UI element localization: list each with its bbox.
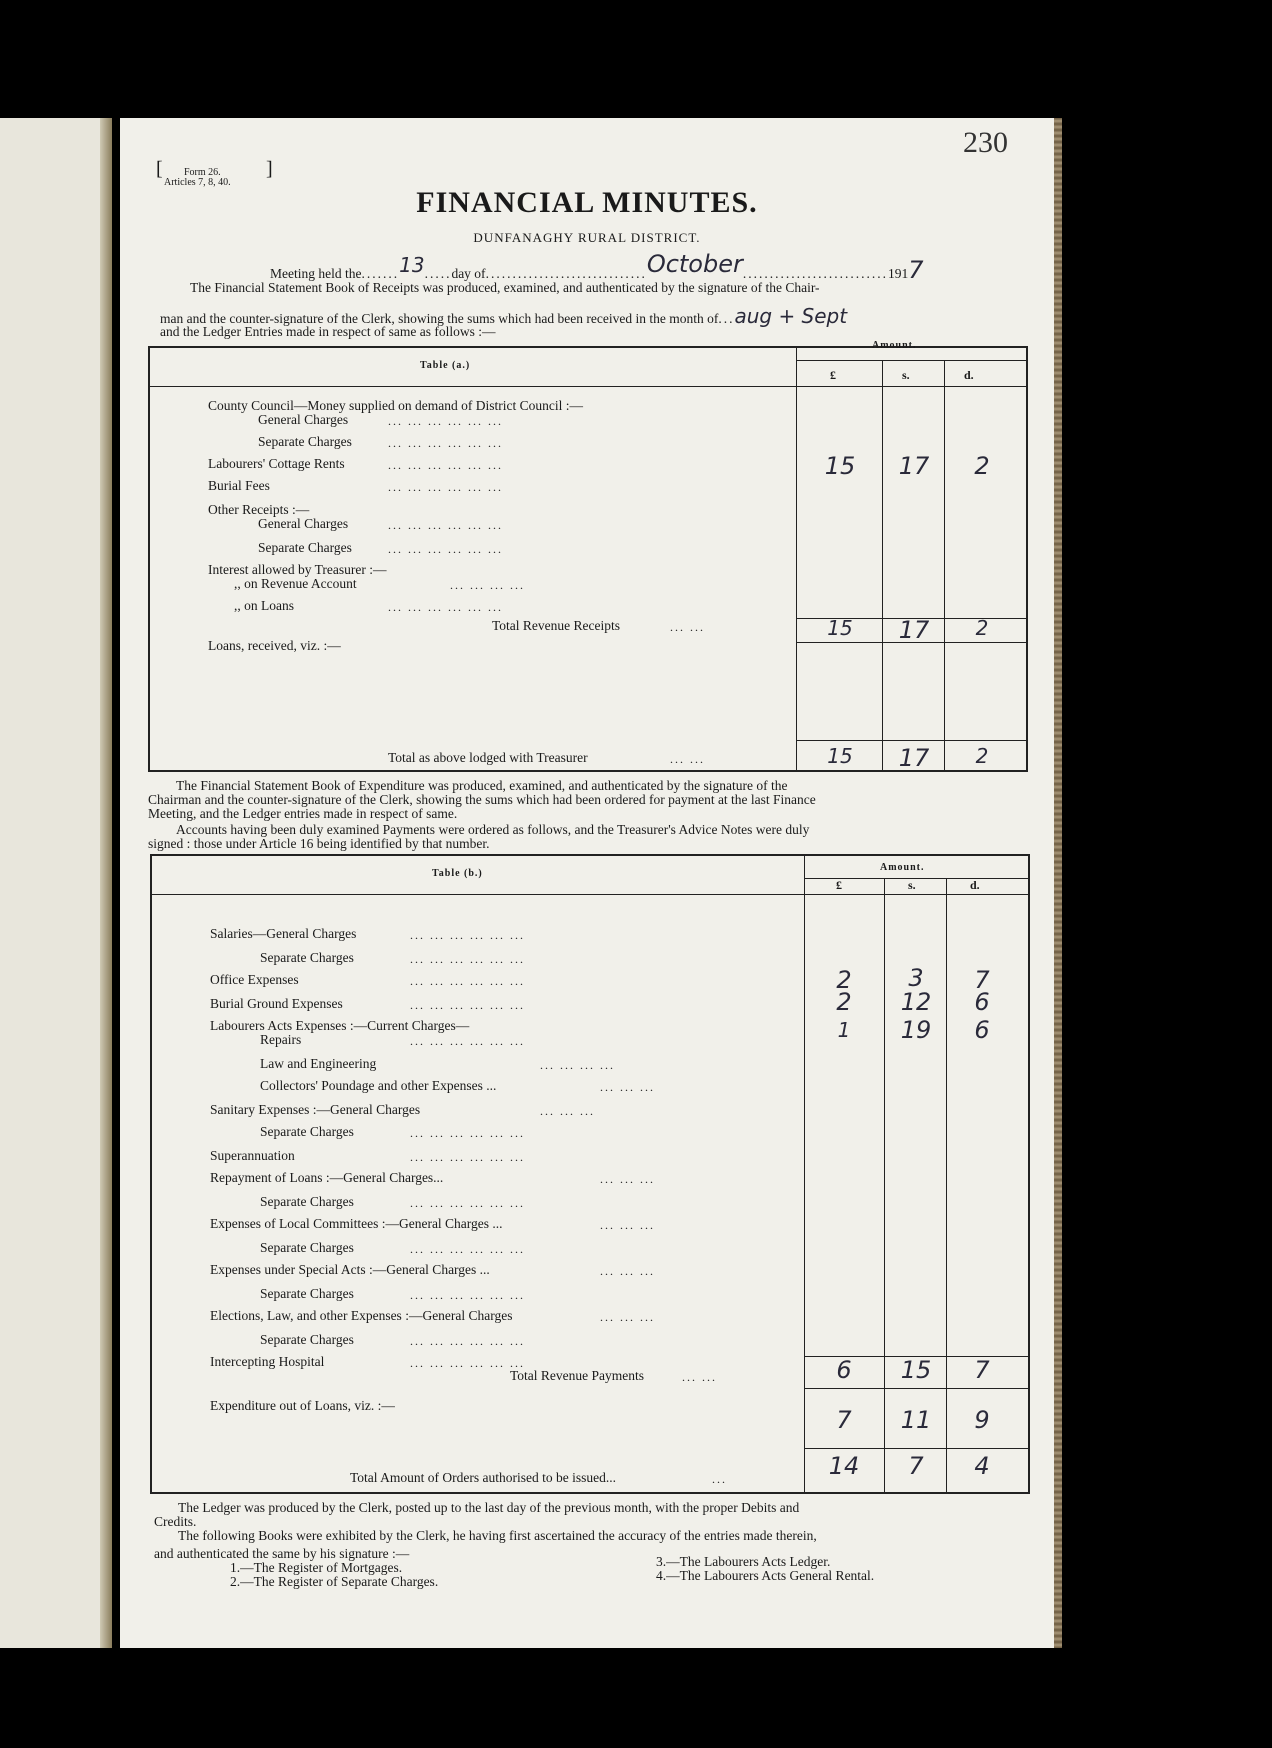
table-b-row: Separate Charges	[260, 1194, 354, 1209]
total-lodged-pounds: 15	[827, 744, 853, 768]
facing-page	[0, 118, 112, 1648]
closing-line1: The Ledger was produced by the Clerk, posted up to the last day of the previous month, with the proper Debits and	[178, 1500, 800, 1515]
table-b-row: Elections, Law, and other Expenses :—General Charges	[210, 1308, 513, 1323]
table-a-col-shillings: s.	[902, 368, 910, 382]
cottage-rents-shillings: 17	[898, 452, 930, 480]
expenditure-intro-line4: Accounts having been duly examined Payments were ordered as follows, and the Treasurer's Advice Notes were duly	[176, 822, 810, 837]
receipts-intro-line3: and the Ledger Entries made in respect of same as follows :—	[160, 324, 496, 339]
table-a-row: Burial Fees	[208, 478, 270, 493]
book-item: 4.—The Labourers Acts General Rental.	[656, 1568, 875, 1583]
total-revenue-receipts-pence: 2	[975, 616, 989, 640]
expenditure-intro-line3: Meeting, and the Ledger entries made in respect of same.	[148, 806, 458, 821]
table-b-row: Salaries—General Charges	[210, 926, 357, 941]
book-item: 3.—The Labourers Acts Ledger.	[656, 1554, 831, 1569]
table-a-row: Other Receipts :—	[208, 502, 310, 517]
total-orders-label: Total Amount of Orders authorised to be issued...	[350, 1470, 617, 1485]
receipts-intro-line1: The Financial Statement Book of Receipts was produced, examined, and authenticated by the signature of the Chair-	[190, 280, 820, 295]
table-a-row: General Charges	[258, 516, 349, 531]
receipts-intro-line2: man and the counter-signature of the Clerk, showing the sums which had been received in the month of...aug + Sept	[160, 304, 848, 328]
table-b-row: Intercepting Hospital	[210, 1354, 325, 1369]
expenditure-loans-shillings: 11	[900, 1406, 932, 1434]
book-item: 2.—The Register of Separate Charges.	[230, 1574, 439, 1589]
table-a-row: General Charges	[258, 412, 349, 427]
meeting-day: 13	[399, 253, 425, 277]
book-gutter	[100, 118, 112, 1648]
table-b-row: Separate Charges	[260, 1240, 354, 1255]
table-b-title: Table (b.)	[432, 868, 483, 879]
table-b-row: Separate Charges	[260, 1124, 354, 1139]
table-a-row: Labourers' Cottage Rents	[208, 456, 345, 471]
table-b-row: Sanitary Expenses :—General Charges	[210, 1102, 421, 1117]
closing-line4: and authenticated the same by his signature :—	[154, 1546, 410, 1561]
table-b-row: Repayment of Loans :—General Charges...	[210, 1170, 444, 1185]
table-b-col-shillings: s.	[908, 878, 916, 892]
office-expenses-pounds: 2	[836, 966, 852, 994]
table-b-row: Repairs	[260, 1032, 302, 1047]
total-lodged-pence: 2	[975, 744, 989, 768]
total-revenue-payments-label: Total Revenue Payments	[510, 1368, 645, 1383]
expenditure-loans-label: Expenditure out of Loans, viz. :—	[210, 1398, 395, 1413]
table-a-row: ,, on Revenue Account	[234, 576, 357, 591]
repairs-pounds: 1	[837, 1018, 851, 1042]
expenditure-intro-line2: Chairman and the counter-signature of the Clerk, showing the sums which had been ordered for payment at the last Finance	[148, 792, 816, 807]
total-orders-pounds: 14	[828, 1452, 860, 1480]
table-b-col-pence: d.	[970, 878, 980, 892]
closing-line3: The following Books were exhibited by the Clerk, he having first ascertained the accuracy of the entries made therein,	[178, 1528, 817, 1543]
table-b-row: Separate Charges	[260, 1332, 354, 1347]
expenditure-loans-pounds: 7	[836, 1406, 852, 1434]
table-b-row: Law and Engineering	[260, 1056, 377, 1071]
loans-received-label: Loans, received, viz. :—	[208, 638, 341, 653]
table-b-row: Burial Ground Expenses	[210, 996, 343, 1011]
table-a-row: County Council—Money supplied on demand of District Council :—	[208, 398, 583, 413]
table-b-amount-header: Amount.	[880, 862, 925, 873]
table-b-row: Separate Charges	[260, 1286, 354, 1301]
document-title: FINANCIAL MINUTES.	[416, 186, 758, 219]
expenditure-intro-line1: The Financial Statement Book of Expenditure was produced, examined, and authenticated by the signature of the	[176, 778, 788, 793]
total-revenue-receipts-label: Total Revenue Receipts	[492, 618, 621, 633]
table-b-row: Expenses of Local Committees :—General Charges ...	[210, 1216, 503, 1231]
total-orders-shillings: 7	[908, 1452, 924, 1480]
closing-line2: Credits.	[154, 1514, 197, 1529]
total-revenue-payments-pounds: 6	[836, 1356, 852, 1384]
total-revenue-payments-pence: 7	[974, 1356, 990, 1384]
table-a-row: Separate Charges	[258, 540, 352, 555]
table-a: Table (a.) Amount. £ s. d. County Council—Money supplied on demand of District Council :— General Charges Separate Charges Labourers' Cottage Rents Burial Fees Other Receipts :— General Charges Separate Charges Interest allowed by Treasurer :— ,, on Revenue Account ,, on Loans ... ... ... ... ... ... ... ... ... ... ... ... ... ... ... ... ... ... ... ... ... ... ... ... ... ... ... ... ... ... ... ... ... ... ... ... ... ... ... ... ... ... ... ... ... ... 15 17 2 Total Revenue Receipts ... ... 15 17 2 Loans, received, viz. :— Total as above lodged with Treasurer ... ... 15 17 2	[148, 346, 1028, 772]
total-revenue-receipts-pounds: 15	[827, 616, 853, 640]
repairs-shillings: 19	[900, 1016, 932, 1044]
table-b-col-pounds: £	[836, 878, 842, 892]
table-a-col-pence: d.	[964, 368, 974, 382]
expenditure-loans-pence: 9	[974, 1406, 990, 1434]
table-a-row: ,, on Loans	[234, 598, 294, 613]
page-number: 230	[963, 126, 1008, 159]
table-b-row: Collectors' Poundage and other Expenses ...	[260, 1078, 497, 1093]
table-a-title: Table (a.)	[420, 360, 471, 371]
table-b: Table (b.) Amount. £ s. d. Salaries—General Charges Separate Charges Office Expenses Burial Ground Expenses Labourers Acts Expenses :—Current Charges— Repairs Law and Engineering Collectors' Poundage and other Expenses ... Sanitary Expenses :—General Charges Separate Charges Superannuation Repayment of Loans :—General Charges... Separate Charges Expenses of Local Committees :—General Charges ... Separate Charges Expenses under Special Acts :—General Charges ... Separate Charges Elections, Law, and other Expenses :—General Charges Separate Charges Intercepting Hospital ... ... ... ... ... ... ... ... ... ... ... ... ... ... ... ... ... ... ... ... ... ... ... ... ... ... ... ... ... ... ... ... ... ... ... ... ... ... ... ... ... ... ... ... ... ... ... ... ... ... ... ... ... ... ... ... ... ... ... ... ... ... ... ... ... ... ... ... ... ... ... ... ... ... ... ... ... ... ... ... ... ... ... ... ... ... ... ... ... ... ... ... ... ... 2 3 7 2 12 6 1 19 6 Total Revenue Payments ... ... 6 15 7 Expenditure out of Loans, viz. :— 7 11 9 Total Amount of Orders authorised to be issued... ... 14 7 4	[150, 854, 1030, 1494]
table-b-row: Separate Charges	[260, 950, 354, 965]
meeting-year-digit: 7	[908, 256, 924, 284]
expenditure-intro-line5: signed : those under Article 16 being identified by that number.	[148, 836, 490, 851]
total-revenue-payments-shillings: 15	[900, 1356, 932, 1384]
total-lodged-label: Total as above lodged with Treasurer	[388, 750, 588, 765]
meeting-month: October	[646, 250, 743, 278]
burial-ground-pence: 6	[974, 988, 990, 1016]
table-b-row: Office Expenses	[210, 972, 299, 987]
total-revenue-receipts-shillings: 17	[898, 616, 930, 644]
cottage-rents-pounds: 15	[824, 452, 856, 480]
table-b-row: Expenses under Special Acts :—General Charges ...	[210, 1262, 490, 1277]
form-reference: [ Form 26. Articles 7, 8, 40. ]	[156, 158, 273, 188]
district-name: DUNFANAGHY RURAL DISTRICT.	[473, 230, 701, 245]
total-orders-pence: 4	[974, 1452, 990, 1480]
book-item: 1.—The Register of Mortgages.	[230, 1560, 403, 1575]
burial-ground-shillings: 12	[900, 988, 932, 1016]
total-lodged-shillings: 17	[898, 744, 930, 772]
table-b-row: Labourers Acts Expenses :—Current Charges—	[210, 1018, 470, 1033]
document-page	[120, 118, 1054, 1648]
meeting-line: Meeting held the.......13.....day of..............................October...........................1917	[270, 250, 924, 284]
office-expenses-shillings: 3	[908, 964, 924, 992]
table-a-col-pounds: £	[830, 368, 836, 382]
table-a-row: Interest allowed by Treasurer :—	[208, 562, 387, 577]
table-a-amount-header: Amount.	[872, 340, 917, 351]
receipt-months: aug + Sept	[734, 304, 848, 328]
office-expenses-pence: 7	[974, 966, 990, 994]
repairs-pence: 6	[974, 1016, 990, 1044]
table-b-row: Superannuation	[210, 1148, 295, 1163]
burial-ground-pounds: 2	[836, 988, 852, 1016]
cottage-rents-pence: 2	[974, 452, 990, 480]
table-a-row: Separate Charges	[258, 434, 352, 449]
